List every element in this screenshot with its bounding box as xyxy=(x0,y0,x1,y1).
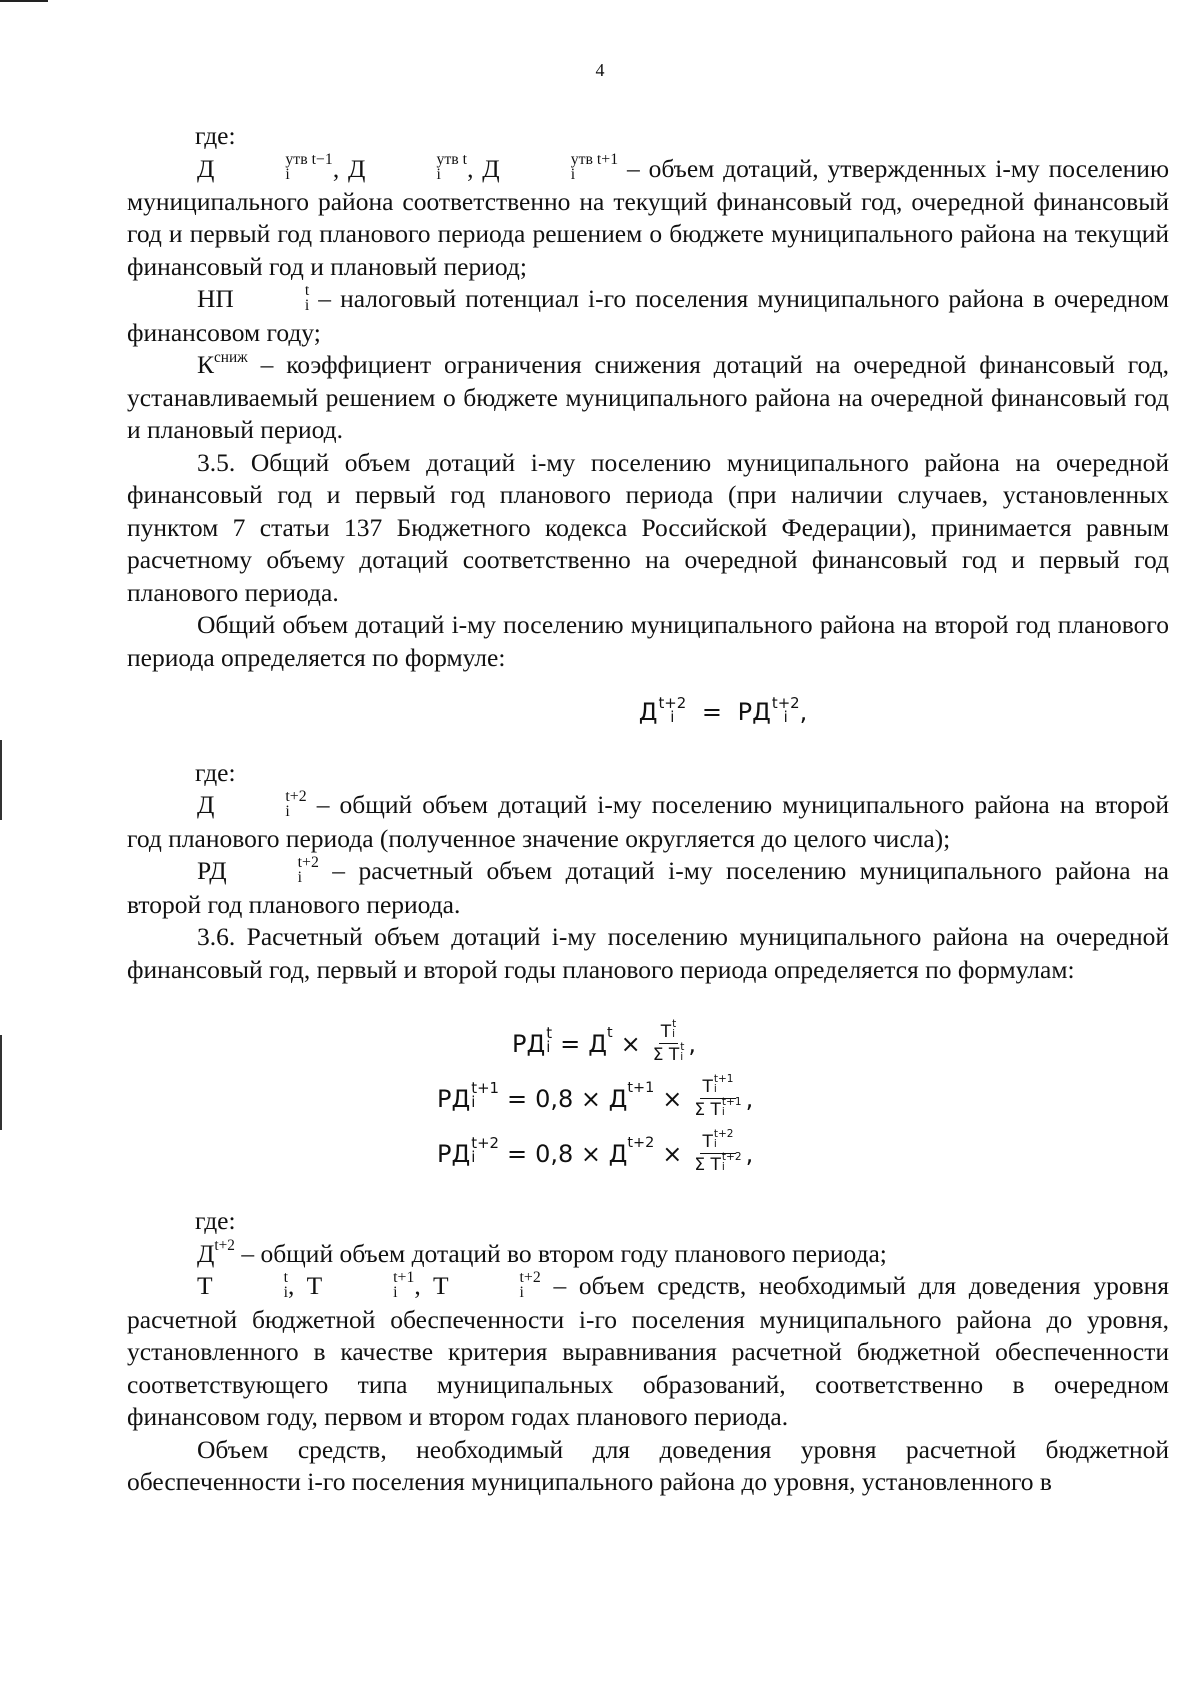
symbol: Д t+2 i xyxy=(197,788,307,821)
where-label: где: xyxy=(195,1206,236,1236)
symbol: $К^{сниж}$ xyxy=(197,348,248,380)
document-body xyxy=(127,120,1169,1499)
formula-line: РД t+2 i = 0,8 × Д t+2 × T t+2 i Σ T t+2 i , xyxy=(437,1128,754,1176)
definition-approved-subsidies: Д утв t−1 i , Д утв t i , Д утв t+1 i – объем дотаций, утвержденных i-му поселению муниципального района соответственно на текущий финансовый год, очередной финансовый год и первый год планового периода решением о бюджете муниципального района на текущий финансовый год и плановый период; xyxy=(127,151,1169,281)
scan-edge-mark xyxy=(0,0,48,2)
formula-subsidy-second-year: Д t+2 i = РД t+2 i , xyxy=(638,694,808,727)
definition-estimated-subsidy: РД t+2 i – расчетный объем дотаций i-му поселению муниципального района на второй год планового периода. xyxy=(127,854,1169,919)
definition-funds-volume: T t i , T t+1 i , T t+2 i – объем средств, необходимый для доведения уровня расчетной бюджетной обеспеченности i-го поселения муниципального района до уровня, установленного в качестве критерия выравнивания расчетной бюджетной обеспеченности соответствующего типа муниципальных образований, соответственно в очередном финансовом году, первом и втором годах планового периода. xyxy=(127,1269,1169,1432)
fraction: T t+1 i Σ T t+1 i xyxy=(694,1073,742,1121)
symbol: Д утв t+1 i xyxy=(482,151,619,184)
symbol: T t i xyxy=(197,1269,288,1301)
definition-tax-potential: НП t i – налоговый потенциал i-го поселения муниципального района в очередном финансовом году; xyxy=(127,282,1169,347)
page-number: 4 xyxy=(595,60,605,80)
paragraph-3-5: 3.5. Общий объем дотаций i-му поселению муниципального района на очередной финансовый год и первый год планового периода (при наличии случаев, установленных пунктом 7 статьи 137 Бюджетного кодекса Российской Федерации), принимается равным расчетному объему дотаций соответственно на очередной финансовый год и первый год планового периода. xyxy=(127,447,1169,607)
symbol: РД t+2 i xyxy=(197,854,319,886)
scan-edge-mark xyxy=(0,1035,2,1130)
formula-line: РД t i = Д t × T t i Σ T t i , xyxy=(512,1018,697,1066)
symbol: Д утв t i xyxy=(348,151,468,184)
symbol: T t+1 i xyxy=(306,1269,415,1301)
definition-reduction-coefficient: $К^{сниж}$ – коэффициент ограничения снижения дотаций на очередной финансовый год, устанавливаемый решением о бюджете муниципального района на очередной финансовый год и плановый период. xyxy=(127,348,1169,445)
paragraph-3-6: 3.6. Расчетный объем дотаций i-му поселению муниципального района на очередной финансовый год, первый и второй годы планового периода определяется по формулам: xyxy=(127,922,1169,984)
where-label: где: xyxy=(195,757,236,787)
scan-edge-mark xyxy=(0,740,2,820)
paragraph-funds-volume: Объем средств, необходимый для доведения уровня расчетной бюджетной обеспеченности i-го поселения муниципального района до уровня, установленного в xyxy=(127,1434,1169,1497)
where-label: где: xyxy=(195,121,236,150)
symbol: T t+2 i xyxy=(432,1269,541,1301)
fraction: T t i Σ T t i xyxy=(652,1018,685,1066)
symbol: Д утв t−1 i xyxy=(197,151,333,184)
definition-total-subsidy: Д t+2 i – общий объем дотаций i-му поселению муниципального района на второй год планового периода (полученное значение округляется до целого числа); xyxy=(127,788,1169,853)
formula-line: РД t+1 i = 0,8 × Д t+1 × T t+1 i Σ T t+1 i , xyxy=(437,1073,754,1121)
definition-total-second-year: $Д^{t+2}$ – общий объем дотаций во втором году планового периода; xyxy=(197,1237,887,1268)
paragraph-second-year: Общий объем дотаций i-му поселению муниципального района на второй год планового периода определяется по формуле: xyxy=(127,610,1169,672)
fraction: T t+2 i Σ T t+2 i xyxy=(694,1128,742,1176)
symbol: НП t i xyxy=(197,282,310,315)
formula-block-estimated-subsidies xyxy=(127,1016,1169,1181)
symbol: $Д^{t+2}$ xyxy=(197,1237,235,1268)
